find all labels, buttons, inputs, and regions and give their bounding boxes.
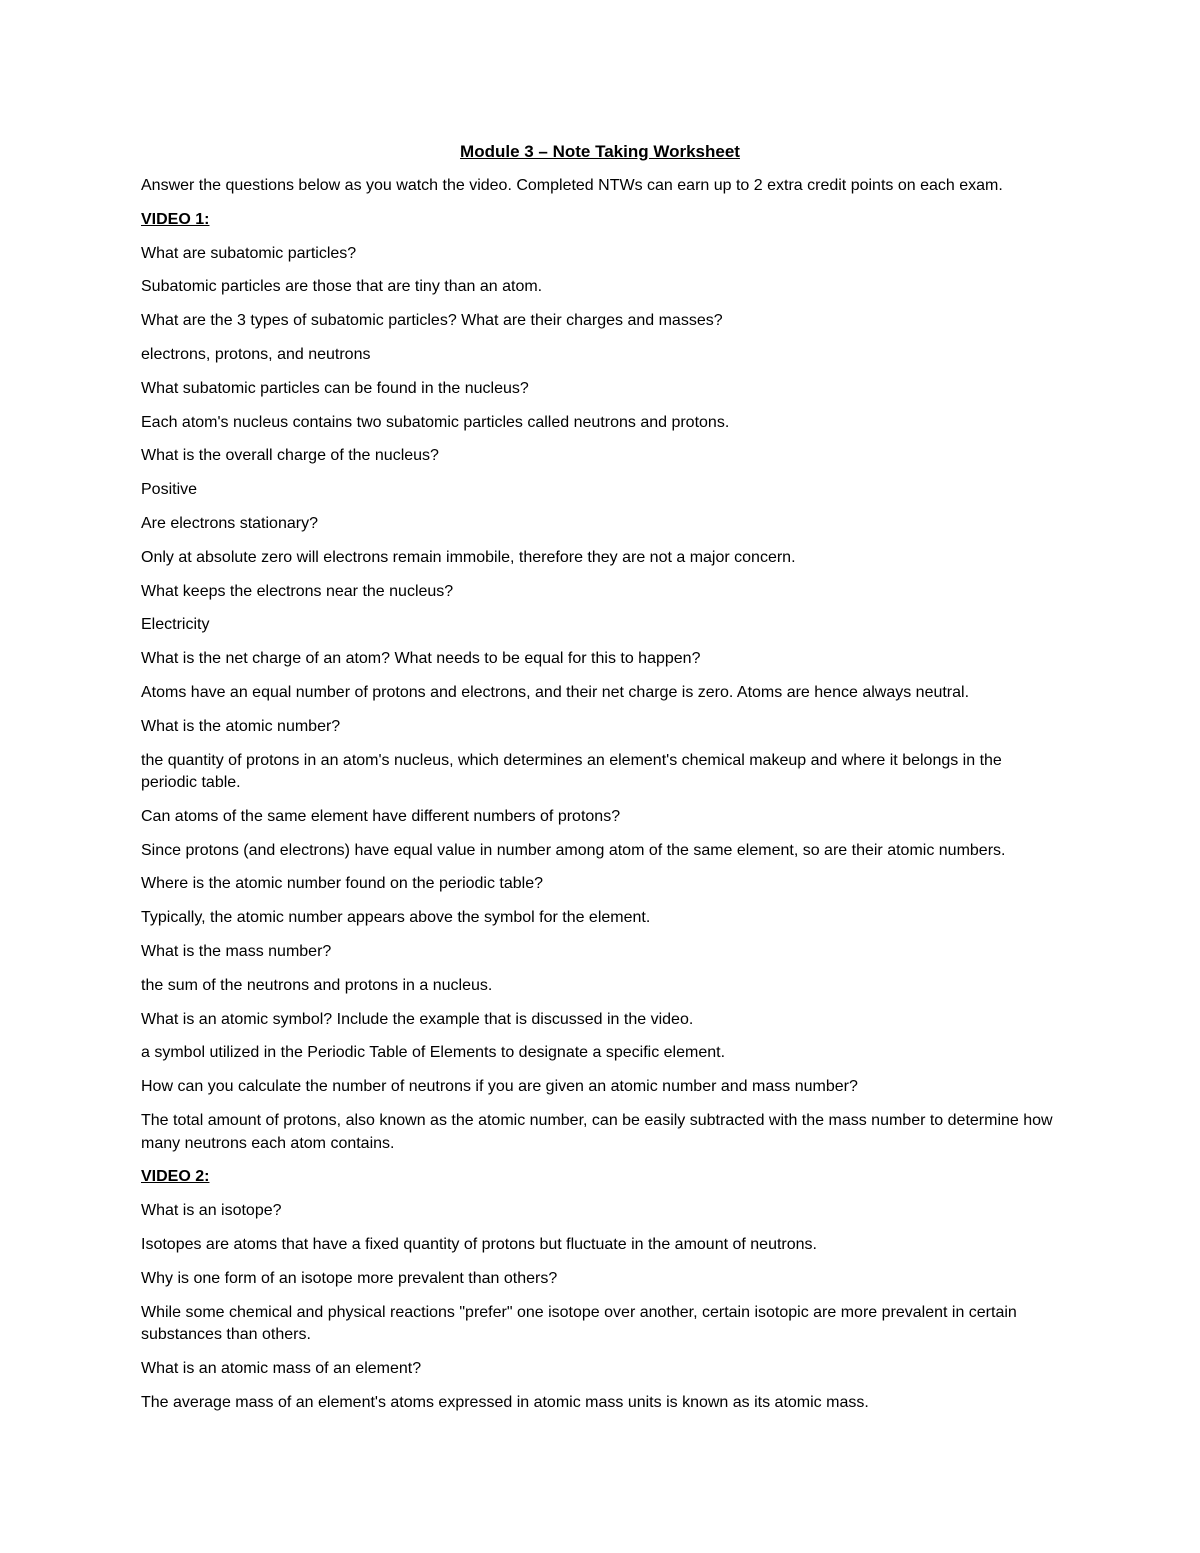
v1-answer-4: Positive [141,481,198,499]
v2-question-2: Why is one form of an isotope more prevalent than others? [141,1269,558,1287]
v1-question-1: What are subatomic particles? [141,244,357,262]
intro-text: Answer the questions below as you watch the video. Completed NTWs can earn up to 2 extra credit points on each exam. [141,177,1003,194]
v1-answer-6: Electricity [141,616,210,634]
v1-answer-9: Since protons (and electrons) have equal value in number among atom of the same element, so are their atomic numbers. [141,841,1006,859]
worksheet-title: Module 3 – Note Taking Worksheet [460,142,740,161]
v2-answer-1: Isotopes are atoms that have a fixed quantity of protons but fluctuate in the amount of neutrons. [141,1235,817,1253]
v1-question-5: Are electrons stationary? [141,514,318,532]
v1-question-7: What is the net charge of an atom? What needs to be equal for this to happen? [141,650,701,668]
v1-answer-3: Each atom's nucleus contains two subatomic particles called neutrons and protons. [141,413,730,431]
v1-question-9: Can atoms of the same element have different numbers of protons? [141,807,621,825]
worksheet-body [141,175,1061,1425]
v1-answer-7: Atoms have an equal number of protons and electrons, and their net charge is zero. Atoms are hence always neutral. [141,683,970,701]
v1-question-6: What keeps the electrons near the nucleus? [141,582,454,600]
v1-question-12: What is an atomic symbol? Include the example that is discussed in the video. [141,1010,694,1028]
v1-question-3: What subatomic particles can be found in the nucleus? [141,379,529,397]
v1-answer-13: The total amount of protons, also known as the atomic number, can be easily subtracted with the mass number to determine how many neutrons each atom contains. [141,1112,1053,1152]
video-1-heading: VIDEO 1: [141,210,210,228]
v1-answer-11: the sum of the neutrons and protons in a nucleus. [141,976,493,994]
v1-answer-1: Subatomic particles are those that are tiny than an atom. [141,278,543,296]
v2-question-1: What is an isotope? [141,1202,282,1220]
v1-question-2: What are the 3 types of subatomic particles? What are their charges and masses? [141,312,723,330]
v1-question-13: How can you calculate the number of neutrons if you are given an atomic number and mass number? [141,1078,858,1096]
v2-answer-3: The average mass of an element's atoms expressed in atomic mass units is known as its atomic mass. [141,1393,869,1411]
v1-question-10: Where is the atomic number found on the periodic table? [141,875,544,893]
v1-answer-2: electrons, protons, and neutrons [141,345,371,363]
video-2-heading: VIDEO 2: [141,1168,210,1186]
v1-answer-10: Typically, the atomic number appears above the symbol for the element. [141,909,651,927]
v1-answer-8: the quantity of protons in an atom's nucleus, which determines an element's chemical makeup and where it belongs in the periodic table. [141,751,1002,792]
v1-question-4: What is the overall charge of the nucleus? [141,447,439,465]
v1-answer-5: Only at absolute zero will electrons remain immobile, therefore they are not a major concern. [141,548,796,566]
v1-question-11: What is the mass number? [141,943,332,961]
v1-answer-12: a symbol utilized in the Periodic Table of Elements to designate a specific element. [141,1044,726,1062]
v1-question-8: What is the atomic number? [141,717,341,735]
v2-answer-2: While some chemical and physical reactions "prefer" one isotope over another, certain isotopic are more prevalent in certain substances than others. [141,1303,1017,1343]
v2-question-3: What is an atomic mass of an element? [141,1359,422,1377]
